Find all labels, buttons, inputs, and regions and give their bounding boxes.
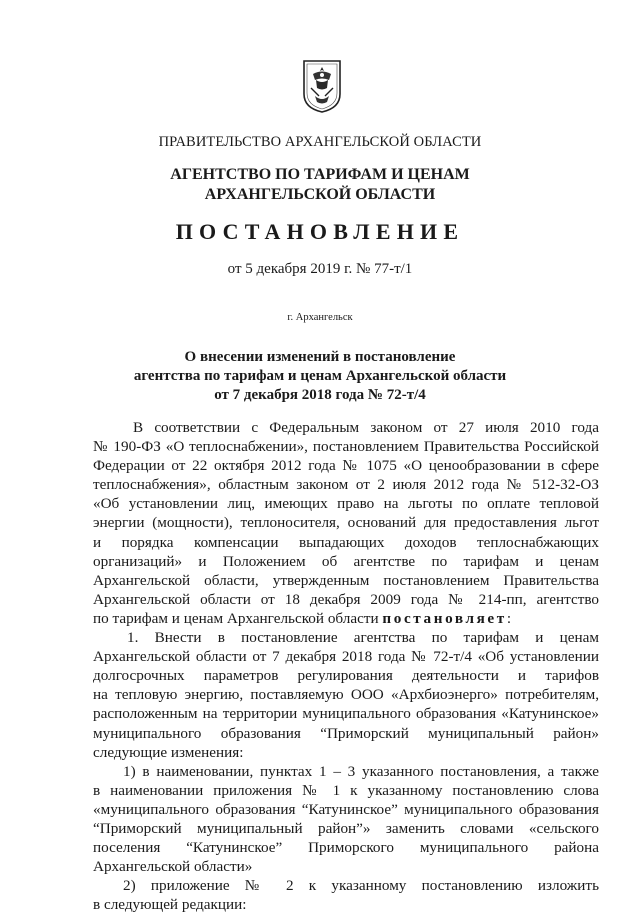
item1-line: расположенным на территории муниципального образования «Катунинское» — [93, 705, 599, 723]
preamble-line: № 190-ФЗ «О теплоснабжении», постановлением Правительства Российской — [93, 438, 599, 456]
preamble-line: энергии (мощности), теплоносителя, оснований для предоставления льгот — [93, 514, 599, 532]
subitem2-line: 2) приложение № 2 к указанному постановлению изложить — [123, 877, 599, 895]
subject-line2: агентства по тарифам и ценам Архангельской области — [133, 368, 507, 384]
subitem1-line: 1) в наименовании, пунктах 1 – 3 указанного постановления, а также — [123, 762, 599, 780]
agency-name-line2: АРХАНГЕЛЬСКОЙ ОБЛАСТИ — [204, 186, 436, 203]
document-body — [93, 418, 599, 914]
document-type: ПОСТАНОВЛЕНИЕ — [175, 219, 465, 244]
preamble-line: Архангельской области, утвержденным постановлением Правительства — [93, 571, 599, 589]
preamble-line: Архангельской области от 18 декабря 2009 года № 214-пп, агентство — [93, 590, 599, 608]
item1-line: Архангельской области от 7 декабря 2018 года № 72-т/4 «Об установлении — [93, 648, 599, 666]
subitem1-line: “Приморский муниципальный район”» заменить словами «сельского — [93, 819, 599, 837]
subitem1-line: поселения “Катунинское” Приморского муниципального района — [93, 839, 599, 857]
preamble-line: Федерации от 22 октября 2012 года № 1075 «О ценообразовании в сфере — [93, 457, 599, 475]
preamble-text: по тарифам и ценам Архангельской области — [93, 609, 383, 627]
resolves-emphasis: постановляет — [382, 609, 507, 627]
item1-line: на тепловую энергию, поставляемую ООО «Архбиоэнерго» потребителям, — [93, 686, 599, 704]
resolves-colon: : — [506, 609, 512, 627]
subitem2-line: в следующей редакции: — [93, 896, 247, 914]
coat-of-arms-emblem — [301, 58, 343, 114]
subject-line1: О внесении изменений в постановление — [184, 349, 456, 365]
preamble-line: и порядка компенсации выпадающих доходов теплоснабжающих — [93, 533, 599, 551]
city: г. Архангельск — [287, 312, 353, 323]
item1-line: следующие изменения: — [93, 743, 244, 761]
subitem1-line: Архангельской области» — [93, 858, 253, 876]
date-and-number: от 5 декабря 2019 г. № 77-т/1 — [227, 261, 413, 277]
subject-line3: от 7 декабря 2018 года № 72-т/4 — [214, 387, 426, 403]
preamble-line: «Об установлении лиц, имеющих право на льготы по оплате тепловой — [93, 495, 599, 513]
item1-line: 1. Внести в постановление агентства по тарифам и ценам — [127, 629, 599, 647]
preamble-line: теплоснабжения», областным законом от 2 июля 2012 года № 512-32-ОЗ — [93, 476, 599, 494]
preamble-line: организаций» и Положением об агентстве по тарифам и ценам — [93, 552, 599, 570]
subitem1-line: в наименовании приложения № 1 к указанному постановлению слова — [93, 781, 599, 799]
agency-name-line1: АГЕНТСТВО ПО ТАРИФАМ И ЦЕНАМ — [170, 166, 470, 183]
subitem1-line: «муниципального образования “Катунинское” муниципального образования — [93, 800, 599, 818]
item1-line: муниципального образования “Приморский муниципальный район» — [93, 724, 599, 742]
item1-line: долгосрочных параметров регулирования деятельности и тарифов — [93, 667, 599, 685]
government-name: ПРАВИТЕЛЬСТВО АРХАНГЕЛЬСКОЙ ОБЛАСТИ — [158, 134, 482, 150]
preamble-line-resolves — [93, 609, 599, 628]
preamble-line: В соответствии с Федеральным законом от 27 июля 2010 года — [133, 419, 599, 436]
